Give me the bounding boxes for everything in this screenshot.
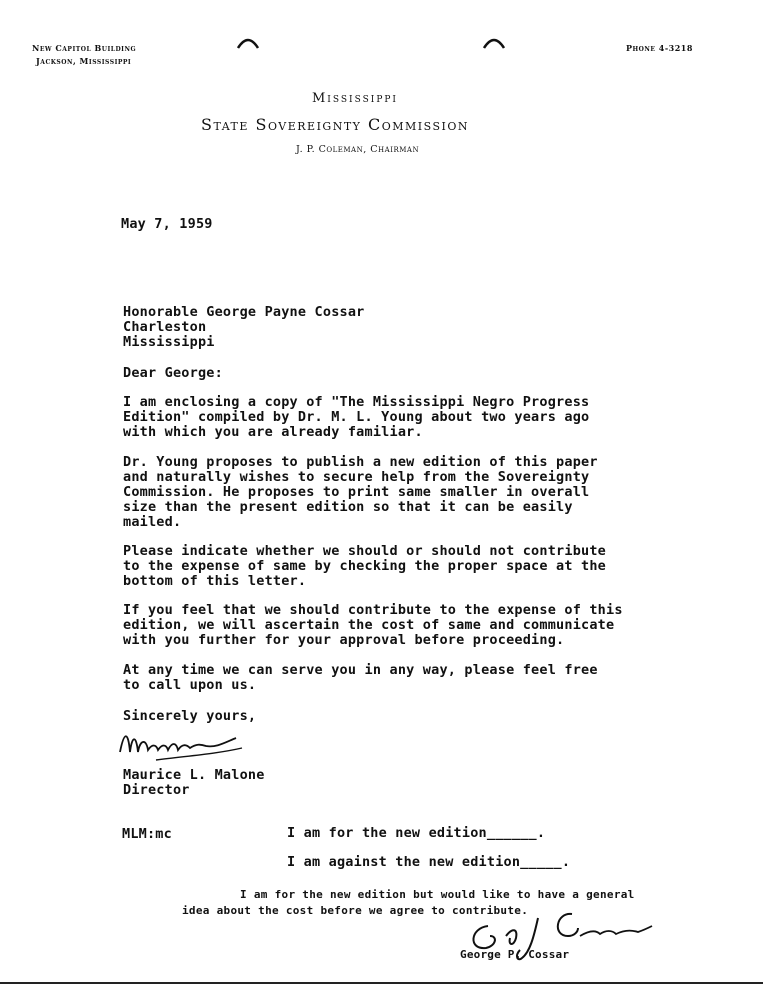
salutation: Dear George: [123, 365, 223, 381]
recipient-name: Honorable George Payne Cossar [123, 304, 365, 320]
letterhead-chairman: J. P. Coleman, Chairman [296, 144, 420, 155]
paragraph-line: mailed. [123, 514, 182, 530]
paragraph-line: I am enclosing a copy of "The Mississippi Negro Progress [123, 394, 590, 410]
typed-note-line1: I am for the new edition but would like to have a general [240, 888, 635, 901]
bottom-rule [0, 982, 763, 984]
paragraph-4 [123, 603, 623, 648]
option-for: I am for the new edition______. [287, 825, 546, 841]
paragraph-line: edition, we will ascertain the cost of same and communicate [123, 617, 615, 633]
paragraph-line: Dr. Young proposes to publish a new edition of this paper [123, 454, 598, 470]
paragraph-line: to the expense of same by checking the proper space at the [123, 558, 607, 574]
typed-note-line2: idea about the cost before we agree to contribute. [182, 904, 529, 917]
recipient-block [123, 305, 365, 350]
binder-hole-right [482, 34, 506, 50]
director-signature [116, 722, 246, 770]
signer-title: Director [123, 782, 190, 798]
closing: Sincerely yours, [123, 708, 257, 724]
initials: MLM:mc [122, 826, 172, 842]
paragraph-5 [123, 663, 598, 693]
paragraph-line: Edition" compiled by Dr. M. L. Young about two years ago [123, 409, 590, 425]
paragraph-line: to call upon us. [123, 677, 257, 693]
paragraph-line: Please indicate whether we should or should not contribute [123, 543, 607, 559]
paragraph-line: with which you are already familiar. [123, 424, 423, 440]
signer-name: Maurice L. Malone [123, 767, 265, 783]
paragraph-3 [123, 544, 606, 589]
paragraph-2 [123, 455, 598, 530]
paragraph-line: If you feel that we should contribute to the expense of this [123, 602, 623, 618]
paragraph-line: and naturally wishes to secure help from the Sovereignty [123, 469, 590, 485]
paragraph-line: At any time we can serve you in any way, please feel free [123, 662, 598, 678]
letterhead-address-line2: Jackson, Mississippi [36, 56, 132, 66]
paragraph-1 [123, 395, 589, 440]
option-against: I am against the new edition_____. [287, 854, 571, 870]
recipient-state: Mississippi [123, 334, 215, 350]
letter-date: May 7, 1959 [121, 216, 213, 232]
paragraph-line: size than the present edition so that it can be easily [123, 499, 573, 515]
paragraph-line: Commission. He proposes to print same smaller in overall [123, 484, 590, 500]
letterhead-state: Mississippi [312, 91, 398, 106]
paragraph-line: with you further for your approval before proceeding. [123, 632, 565, 648]
letterhead-address-line1: New Capitol Building [32, 43, 137, 53]
binder-hole-left [236, 34, 260, 50]
letterhead-phone: Phone 4-3218 [626, 43, 693, 53]
signature-scribble [116, 722, 246, 770]
letterhead-organization: State Sovereignty Commission [201, 115, 470, 134]
recipient-signature-typed: George P. Cossar [460, 948, 570, 961]
recipient-city: Charleston [123, 319, 207, 335]
paragraph-line: bottom of this letter. [123, 573, 307, 589]
